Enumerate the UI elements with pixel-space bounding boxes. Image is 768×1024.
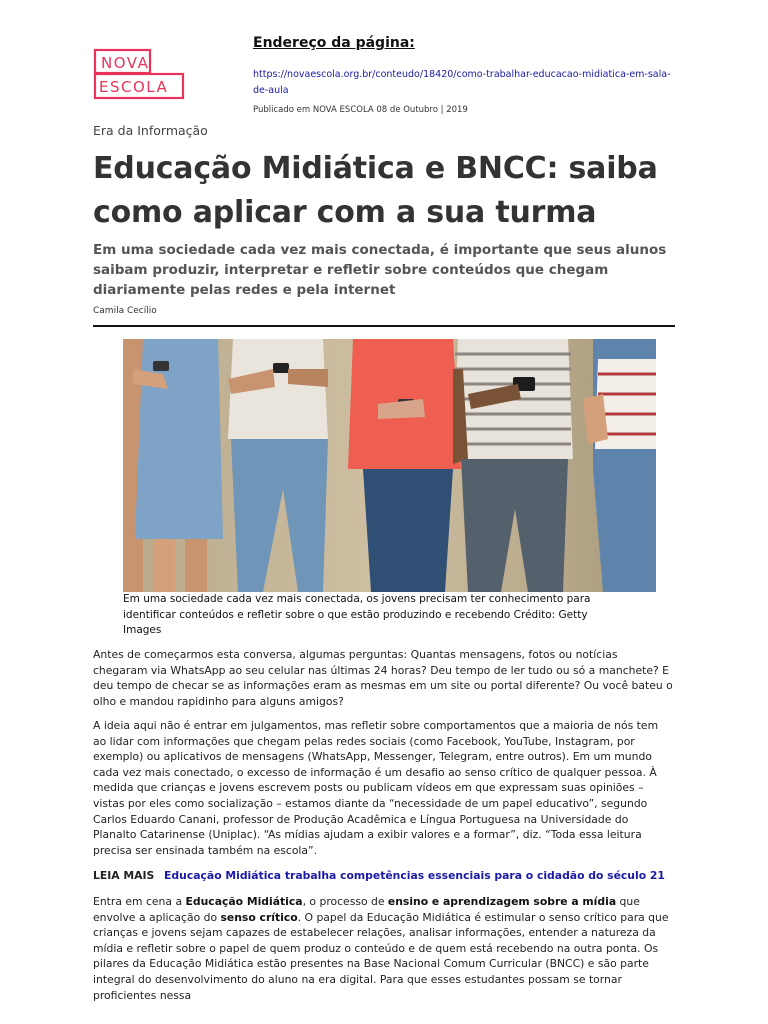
p3-bold-3: senso crítico — [220, 910, 298, 924]
article-photo — [123, 339, 656, 592]
paragraph-1: Antes de começarmos esta conversa, algumas perguntas: Quantas mensagens, fotos ou notícias chegaram via WhatsApp ao seu celular nas últimas 24 horas? Deu tempo de ler tudo ou só a manchete? E deu tempo de checar se as informações eram as mesmas em um site ou portal diferente? Ou você bateu o olho e mandou rapidinho para alguns amigos? — [93, 648, 673, 708]
read-more-link[interactable]: Educação Midiática trabalha competências essenciais para o cidadão do século 21 — [164, 869, 665, 882]
nova-escola-logo — [93, 48, 185, 101]
article-author: Camila Cecílio — [93, 306, 157, 316]
paragraph-3 — [93, 894, 673, 1003]
read-more — [93, 869, 665, 882]
paragraph-2: A ideia aqui não é entrar em julgamentos, mas refletir sobre comportamentos que a maioria de nós tem ao lidar com informações que chegam pelas redes sociais (como Facebook, YouTube, Instagram, por exemplo) ou aplicativos de mensagens (WhatsApp, Messenger, Telegram, entre outros). Em um mundo cada vez mais conectado, o excesso de informação é um desafio ao senso crítico de qualquer pessoa. À medida que crianças e jovens escrevem posts ou publicam vídeos em que expressam suas opiniões – vistas por eles como socialização – estamos diante da “necessidade de um papel educativo”, segundo Carlos Eduardo Canani, professor de Produção Acadêmica e Língua Portuguesa na Universidade do Planalto Catarinense (Uniplac). “As mídias ajudam a exibir valores e a formar”, diz. “Toda essa leitura precisa ser ensinada também na escola”. — [93, 719, 659, 857]
publication-date: Publicado em NOVA ESCOLA 08 de Outubro | 2019 — [253, 105, 468, 115]
article-subtitle: Em uma sociedade cada vez mais conectada, é importante que seus alunos saibam produzir, interpretar e refletir sobre conteúdos que chegam diariamente pelas redes e pela internet — [93, 242, 667, 298]
p3-text-2: , o processo de — [302, 895, 388, 908]
svg-text:ESCOLA: ESCOLA — [99, 78, 169, 96]
svg-text:NOVA: NOVA — [101, 54, 150, 72]
p3-bold-1: Educação Midiática — [185, 895, 303, 908]
section-kicker: Era da Informação — [93, 123, 208, 138]
photo-caption: Em uma sociedade cada vez mais conectada, os jovens precisam ter conhecimento para identificar conteúdos e refletir sobre o que estão produzindo e recebendo Crédito: Getty Images — [123, 593, 591, 636]
p3-bold-2: ensino e aprendizagem sobre a mídia — [387, 895, 617, 908]
p3-text-4: . O papel da Educação Midiática é estimular o senso crítico para que crianças e jovens sejam capazes de estabelecer relações, analisar informações, entender a natureza da mídia e refletir sobre o papel de quem produz o conteúdo e de quem está recebendo na outra ponta. Os pilares da Educação Midiática estão presentes na Base Nacional Comum Curricular (BNCC) e são parte integral do desenvolvimento do aluno na era digital. Para que esses estudantes possam se tornar proficientes nessa — [93, 910, 669, 1002]
divider — [93, 325, 675, 327]
p3-text-1: Entra em cena a — [93, 895, 186, 908]
address-title: Endereço da página: — [253, 35, 415, 51]
p3-text-3: que envolve a aplicação do — [93, 895, 640, 924]
read-more-label: LEIA MAIS — [93, 869, 155, 882]
article-headline: Educação Midiática e BNCC: saiba como aplicar com a sua turma — [93, 151, 658, 230]
page-url-link[interactable]: https://novaescola.org.br/conteudo/18420/como-trabalhar-educacao-midiatica-em-sala-de-aula — [253, 69, 671, 96]
